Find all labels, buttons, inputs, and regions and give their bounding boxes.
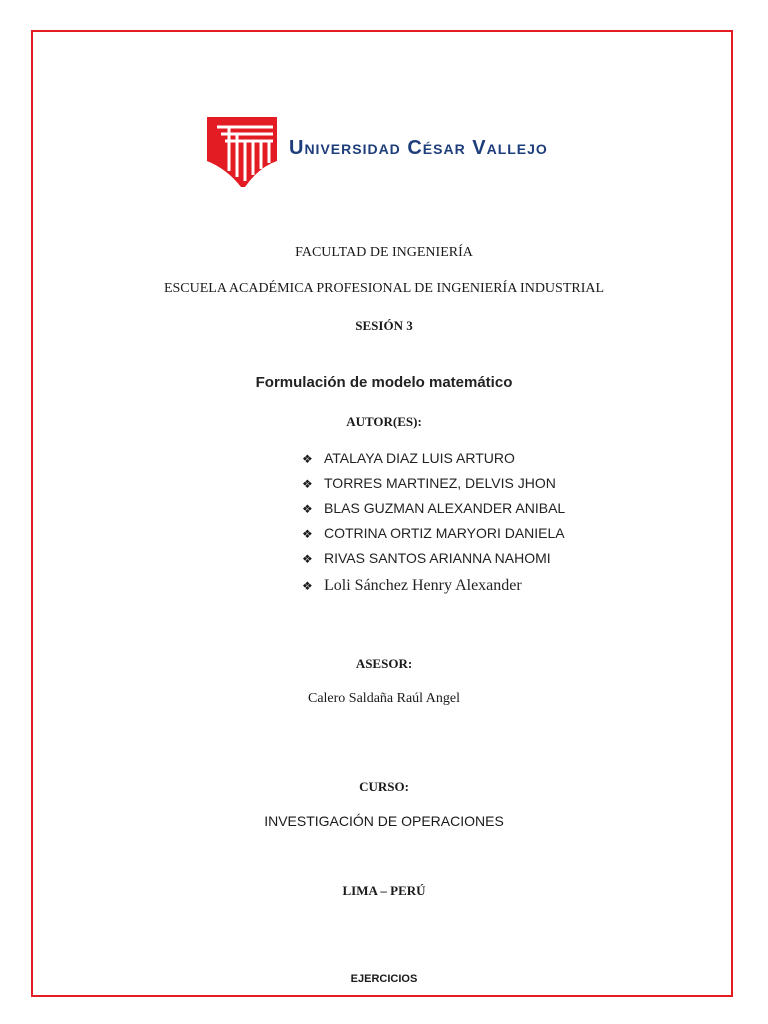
school-title: ESCUELA ACADÉMICA PROFESIONAL DE INGENIERÍA INDUSTRIAL [163, 281, 605, 296]
author-item [302, 573, 565, 598]
diamond-bullet-icon: ❖ [302, 527, 313, 541]
diamond-bullet-icon: ❖ [302, 452, 313, 466]
author-name: Loli Sánchez Henry Alexander [324, 577, 522, 594]
author-item [302, 523, 565, 548]
author-name: RIVAS SANTOS ARIANNA NAHOMI [324, 550, 551, 566]
diamond-bullet-icon: ❖ [302, 477, 313, 491]
session-title: SESIÓN 3 [355, 318, 413, 333]
author-item [302, 473, 565, 498]
author-name: ATALAYA DIAZ LUIS ARTURO [324, 450, 515, 466]
author-item [302, 448, 565, 473]
author-name: TORRES MARTINEZ, DELVIS JHON [324, 475, 556, 491]
diamond-bullet-icon: ❖ [302, 579, 313, 593]
author-name: BLAS GUZMAN ALEXANDER ANIBAL [324, 500, 566, 516]
course-label: CURSO: [359, 779, 409, 794]
advisor-label: ASESOR: [355, 656, 413, 671]
author-item [302, 498, 565, 523]
diamond-bullet-icon: ❖ [302, 552, 313, 566]
diamond-bullet-icon: ❖ [302, 502, 313, 516]
footer-section-title: EJERCICIOS [350, 973, 418, 985]
advisor-name: Calero Saldaña Raúl Angel [307, 691, 461, 706]
topic-title: Formulación de modelo matemático [255, 374, 513, 391]
author-item [302, 548, 565, 573]
location-text: LIMA – PERÚ [342, 883, 426, 898]
course-name: INVESTIGACIÓN DE OPERACIONES [264, 813, 504, 829]
university-logo [207, 117, 607, 187]
authors-list [302, 448, 565, 598]
authors-label: AUTOR(ES): [346, 414, 422, 429]
faculty-title: FACULTAD DE INGENIERÍA [295, 245, 473, 260]
university-logo-text: Universidad César Vallejo [289, 137, 548, 159]
author-name: COTRINA ORTIZ MARYORI DANIELA [324, 525, 565, 541]
ucv-shield-icon [207, 117, 277, 187]
